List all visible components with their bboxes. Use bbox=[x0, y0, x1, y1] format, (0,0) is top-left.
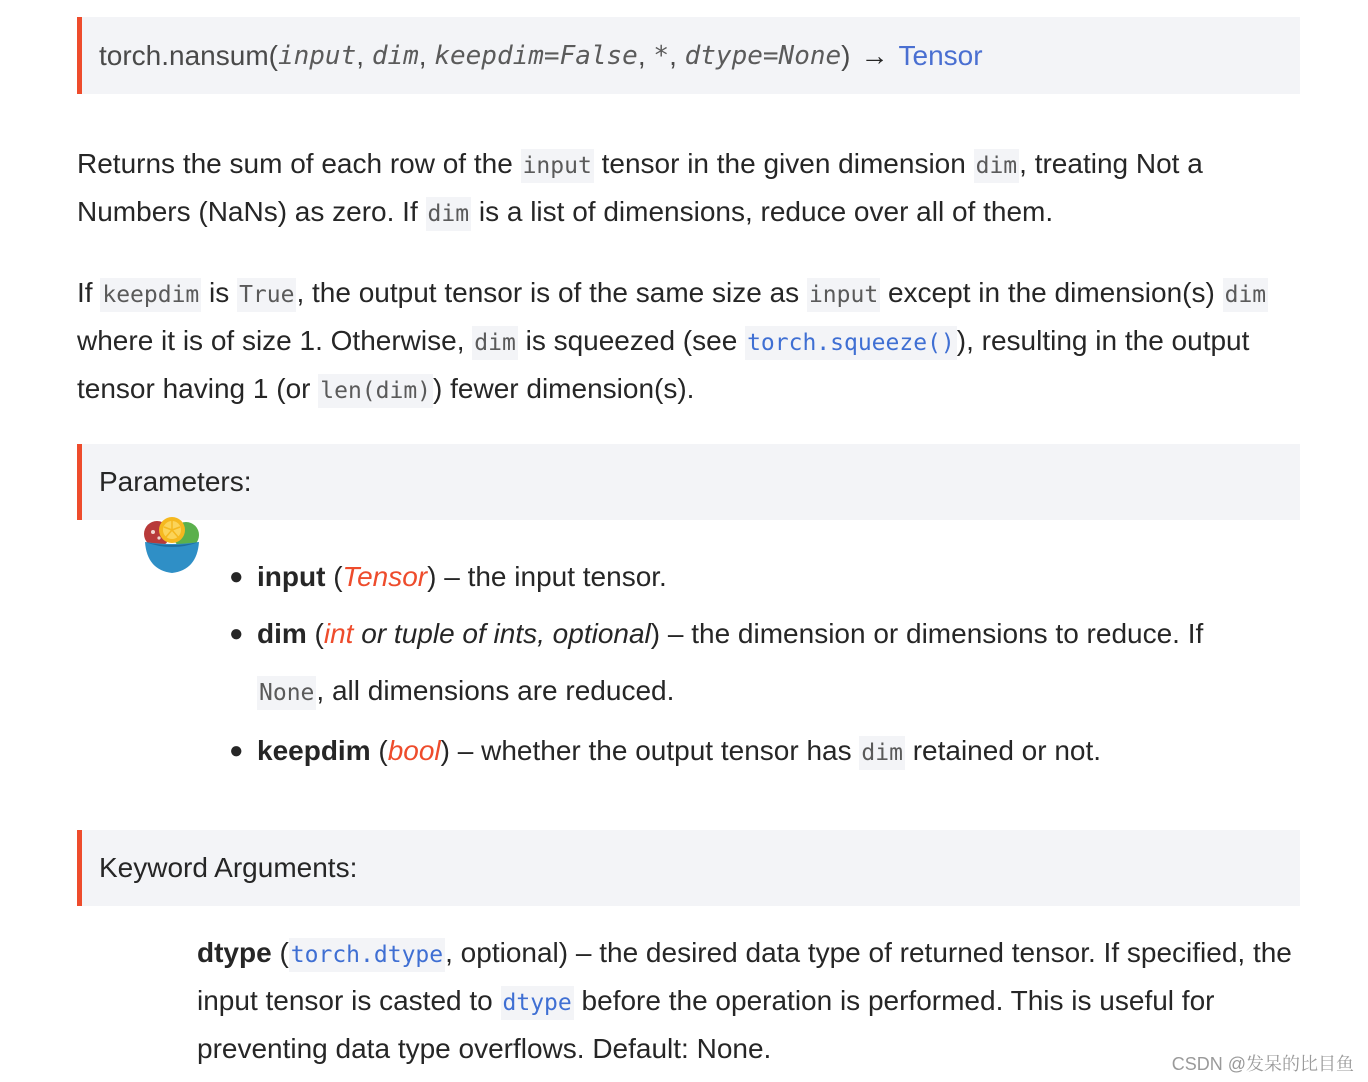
param-type-link[interactable]: bool bbox=[387, 735, 441, 766]
parameter-list bbox=[229, 548, 1287, 782]
open-paren: ( bbox=[268, 39, 278, 71]
code-dim: dim bbox=[426, 197, 472, 231]
list-item: ● keepdim (bool) – whether the output tensor has dim retained or not. bbox=[257, 722, 1287, 782]
kwarg-name: dtype bbox=[197, 937, 272, 968]
code-true: True bbox=[237, 278, 296, 312]
sig-param-dim: dim bbox=[371, 40, 419, 71]
fruit-bowl-icon bbox=[142, 515, 202, 577]
watermark: CSDN @发呆的比目鱼 bbox=[1171, 1054, 1354, 1074]
sig-param-star: * bbox=[653, 40, 670, 71]
sig-param-input: input bbox=[277, 40, 357, 71]
torch-squeeze-link[interactable]: torch.squeeze() bbox=[745, 326, 957, 360]
code-len-dim: len(dim) bbox=[318, 374, 433, 408]
keepdim-paragraph: If keepdim is True, the output tensor is of the same size as input except in the dimension(s) dim where it is of size 1. Otherwise, dim is squeezed (see torch.squeeze()), resulting in the output tensor having 1 (or len(dim)) fewer dimension(s). bbox=[77, 270, 1282, 414]
param-type-link[interactable]: int bbox=[323, 618, 354, 649]
code-dim: dim bbox=[974, 149, 1020, 183]
parameters-heading: Parameters: bbox=[77, 444, 1300, 520]
function-name: torch.nansum bbox=[99, 39, 269, 71]
code-input: input bbox=[807, 278, 880, 312]
code-none: None bbox=[257, 676, 316, 710]
param-name: dim bbox=[257, 618, 307, 649]
code-input: input bbox=[521, 149, 594, 183]
code-keepdim: keepdim bbox=[100, 278, 201, 312]
keyword-arg-dtype: dtype (torch.dtype, optional) – the desired data type of returned tensor. If specified, the input tensor is casted to dtype before the operation is performed. This is useful for preventing data type overflows. Default: None. bbox=[197, 937, 1292, 1064]
param-type-link[interactable]: Tensor bbox=[342, 561, 428, 592]
return-arrow: → bbox=[860, 39, 889, 71]
param-name: input bbox=[257, 561, 326, 592]
sig-param-dtype: dtype=None bbox=[684, 40, 842, 71]
code-dim: dim bbox=[1223, 278, 1269, 312]
torch-dtype-link[interactable]: torch.dtype bbox=[289, 938, 445, 972]
close-paren: ) bbox=[841, 39, 851, 71]
code-dim: dim bbox=[859, 736, 905, 770]
keyword-arguments-heading: Keyword Arguments: bbox=[77, 830, 1300, 906]
return-type-link[interactable]: Tensor bbox=[898, 39, 983, 71]
list-item: ● input (Tensor) – the input tensor. bbox=[229, 561, 667, 592]
dtype-link[interactable]: dtype bbox=[501, 986, 574, 1020]
param-name: keepdim bbox=[257, 735, 371, 766]
sig-param-keepdim: keepdim=False bbox=[434, 40, 638, 71]
code-dim: dim bbox=[472, 326, 518, 360]
description-paragraph: Returns the sum of each row of the input tensor in the given dimension dim, treating Not a Numbers (NaNs) as zero. If dim is a list of dimensions, reduce over all of them. bbox=[77, 141, 1282, 237]
list-item: ● dim (int or tuple of ints, optional) – the dimension or dimensions to reduce. If None, all dimensions are reduced. bbox=[257, 605, 1287, 722]
function-signature: torch.nansum ( input , dim , keepdim=False , * , dtype=None ) → Tensor bbox=[77, 17, 1300, 94]
